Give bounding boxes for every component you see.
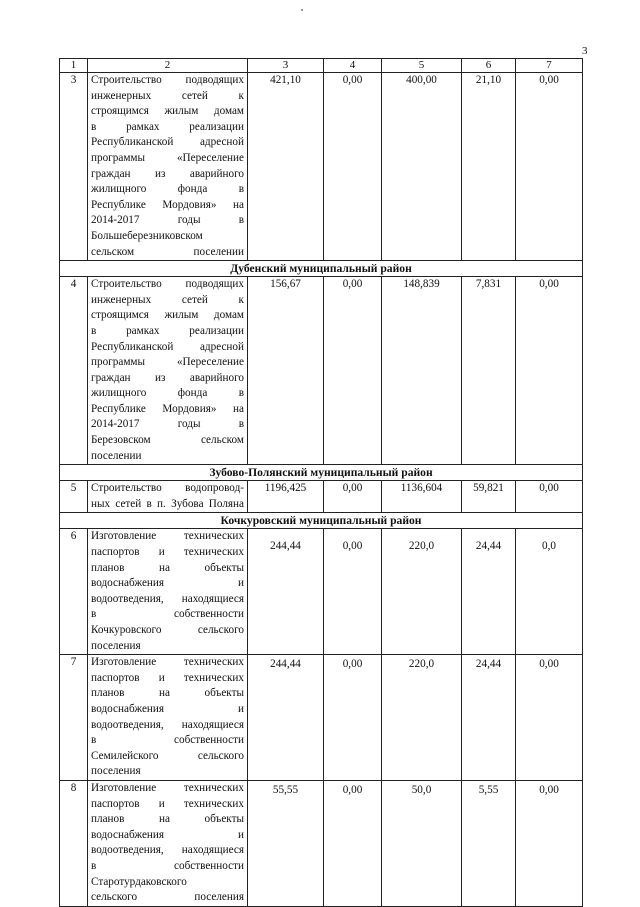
value-cell-col-3: 1196,425 xyxy=(248,481,324,513)
column-header-row xyxy=(60,59,583,73)
description-line: 2014-2017 годы в xyxy=(91,214,244,227)
description-line: поселения xyxy=(91,639,141,652)
value-cell-col-6: 7,831 xyxy=(462,277,516,465)
value-cell-col-3: 55,55 xyxy=(248,780,324,906)
region-title: Дубенский муниципальный район xyxy=(60,261,583,277)
description-line: Республике Мордовия» на xyxy=(91,402,244,415)
column-header: 2 xyxy=(88,59,248,73)
description-line: программы «Переселение xyxy=(91,356,244,369)
value-cell-col-7: 0,00 xyxy=(516,481,583,513)
description-line: Строительство подводящих xyxy=(91,74,244,86)
description-line: водоотведения, находящиеся xyxy=(91,844,244,857)
scan-speck xyxy=(301,9,303,11)
description-line: жилищного фонда в xyxy=(91,387,244,400)
description-line: планов на объекты xyxy=(91,687,244,700)
value-cell-col-5: 1136,604 xyxy=(382,481,462,513)
description-line: водоснабжения и xyxy=(91,828,244,841)
description-line: поселении xyxy=(91,449,142,462)
description-line: паспортов и технических xyxy=(91,797,244,810)
value-cell-col-7: 0,00 xyxy=(516,277,583,465)
column-header: 4 xyxy=(324,59,382,73)
value-cell-col-4: 0,00 xyxy=(324,529,382,655)
table-row xyxy=(60,655,583,781)
description-line: сельском поселении xyxy=(91,245,244,258)
column-header: 1 xyxy=(60,59,88,73)
value-cell-col-3: 156,67 xyxy=(248,277,324,465)
row-description xyxy=(88,73,248,261)
description-line: Республиканской адресной xyxy=(91,340,244,353)
column-header: 3 xyxy=(248,59,324,73)
table-row xyxy=(60,780,583,906)
column-header: 6 xyxy=(462,59,516,73)
value-cell-col-5: 148,839 xyxy=(382,277,462,465)
row-description xyxy=(88,277,248,465)
description-line: строящимся жилым домам xyxy=(91,309,244,322)
description-line: Старотурдаковского xyxy=(91,875,187,888)
description-line: Березовском сельском xyxy=(91,434,244,447)
description-line: Семилейского сельского xyxy=(91,749,244,762)
description-line: ных сетей в п. Зубова Поляна xyxy=(91,497,244,510)
description-line: инженерных сетей к xyxy=(91,89,244,102)
description-line: в собственности xyxy=(91,608,244,621)
table-row xyxy=(60,73,583,261)
row-description xyxy=(88,780,248,906)
value-cell-col-6: 59,821 xyxy=(462,481,516,513)
value-cell-col-4: 0,00 xyxy=(324,655,382,781)
table-row xyxy=(60,481,583,513)
description-line: граждан из аварийного xyxy=(91,167,244,180)
data-table xyxy=(59,58,583,907)
description-line: в рамках реализации xyxy=(91,120,244,133)
description-line: граждан из аварийного xyxy=(91,371,244,384)
description-line: инженерных сетей к xyxy=(91,293,244,306)
row-number: 5 xyxy=(60,481,88,513)
row-description xyxy=(88,529,248,655)
description-line: паспортов и технических xyxy=(91,546,244,559)
description-line: 2014-2017 годы в xyxy=(91,418,244,431)
value-cell-col-6: 24,44 xyxy=(462,655,516,781)
value-cell-col-4: 0,00 xyxy=(324,780,382,906)
value-cell-col-4: 0,00 xyxy=(324,481,382,513)
value-cell-col-7: 0,0 xyxy=(516,529,583,655)
value-cell-col-3: 421,10 xyxy=(248,73,324,261)
description-line: строящимся жилым домам xyxy=(91,105,244,118)
row-description xyxy=(88,481,248,513)
description-line: планов на объекты xyxy=(91,561,244,574)
row-number: 4 xyxy=(60,277,88,465)
region-title: Зубово-Полянский муниципальный район xyxy=(60,465,583,481)
description-line: в рамках реализации xyxy=(91,324,244,337)
region-header-row xyxy=(60,465,583,481)
description-line: Изготовление технических xyxy=(91,656,244,669)
description-line: Республике Мордовия» на xyxy=(91,198,244,211)
description-line: в собственности xyxy=(91,734,244,747)
region-header-row xyxy=(60,513,583,529)
value-cell-col-6: 21,10 xyxy=(462,73,516,261)
value-cell-col-6: 5,55 xyxy=(462,780,516,906)
description-line: в собственности xyxy=(91,859,244,872)
page-number: 3 xyxy=(582,45,588,57)
description-line: жилищного фонда в xyxy=(91,183,244,196)
value-cell-col-5: 220,0 xyxy=(382,529,462,655)
value-cell-col-5: 50,0 xyxy=(382,780,462,906)
value-cell-col-4: 0,00 xyxy=(324,73,382,261)
description-line: Строительство подводящих xyxy=(91,278,244,291)
description-line: водоотведения, находящиеся xyxy=(91,718,244,731)
description-line: Изготовление технических xyxy=(91,781,244,794)
description-line: планов на объекты xyxy=(91,813,244,826)
description-line: водоснабжения и xyxy=(91,702,244,715)
value-cell-col-4: 0,00 xyxy=(324,277,382,465)
column-header: 5 xyxy=(382,59,462,73)
value-cell-col-7: 0,00 xyxy=(516,655,583,781)
value-cell-col-3: 244,44 xyxy=(248,529,324,655)
description-line: поселения xyxy=(91,765,141,778)
value-cell-col-3: 244,44 xyxy=(248,655,324,781)
value-cell-col-7: 0,00 xyxy=(516,780,583,906)
description-line: водоснабжения и xyxy=(91,577,244,590)
region-title: Кочкуровский муниципальный район xyxy=(60,513,583,529)
region-header-row xyxy=(60,261,583,277)
value-cell-col-5: 400,00 xyxy=(382,73,462,261)
table-row xyxy=(60,277,583,465)
row-number: 6 xyxy=(60,529,88,655)
row-number: 3 xyxy=(60,73,88,261)
description-line: Изготовление технических xyxy=(91,530,244,543)
description-line: паспортов и технических xyxy=(91,671,244,684)
row-description xyxy=(88,655,248,781)
row-number: 8 xyxy=(60,780,88,906)
value-cell-col-7: 0,00 xyxy=(516,73,583,261)
description-line: водоотведения, находящиеся xyxy=(91,592,244,605)
row-number: 7 xyxy=(60,655,88,781)
value-cell-col-6: 24,44 xyxy=(462,529,516,655)
column-header: 7 xyxy=(516,59,583,73)
description-line: сельского поселения xyxy=(91,891,244,904)
description-line: Строительство водопровод- xyxy=(91,482,244,495)
description-line: Большеберезниковском xyxy=(91,229,203,242)
value-cell-col-5: 220,0 xyxy=(382,655,462,781)
table-row xyxy=(60,529,583,655)
description-line: Республиканской адресной xyxy=(91,136,244,149)
description-line: программы «Переселение xyxy=(91,151,244,164)
description-line: Кочкуровского сельского xyxy=(91,624,244,636)
